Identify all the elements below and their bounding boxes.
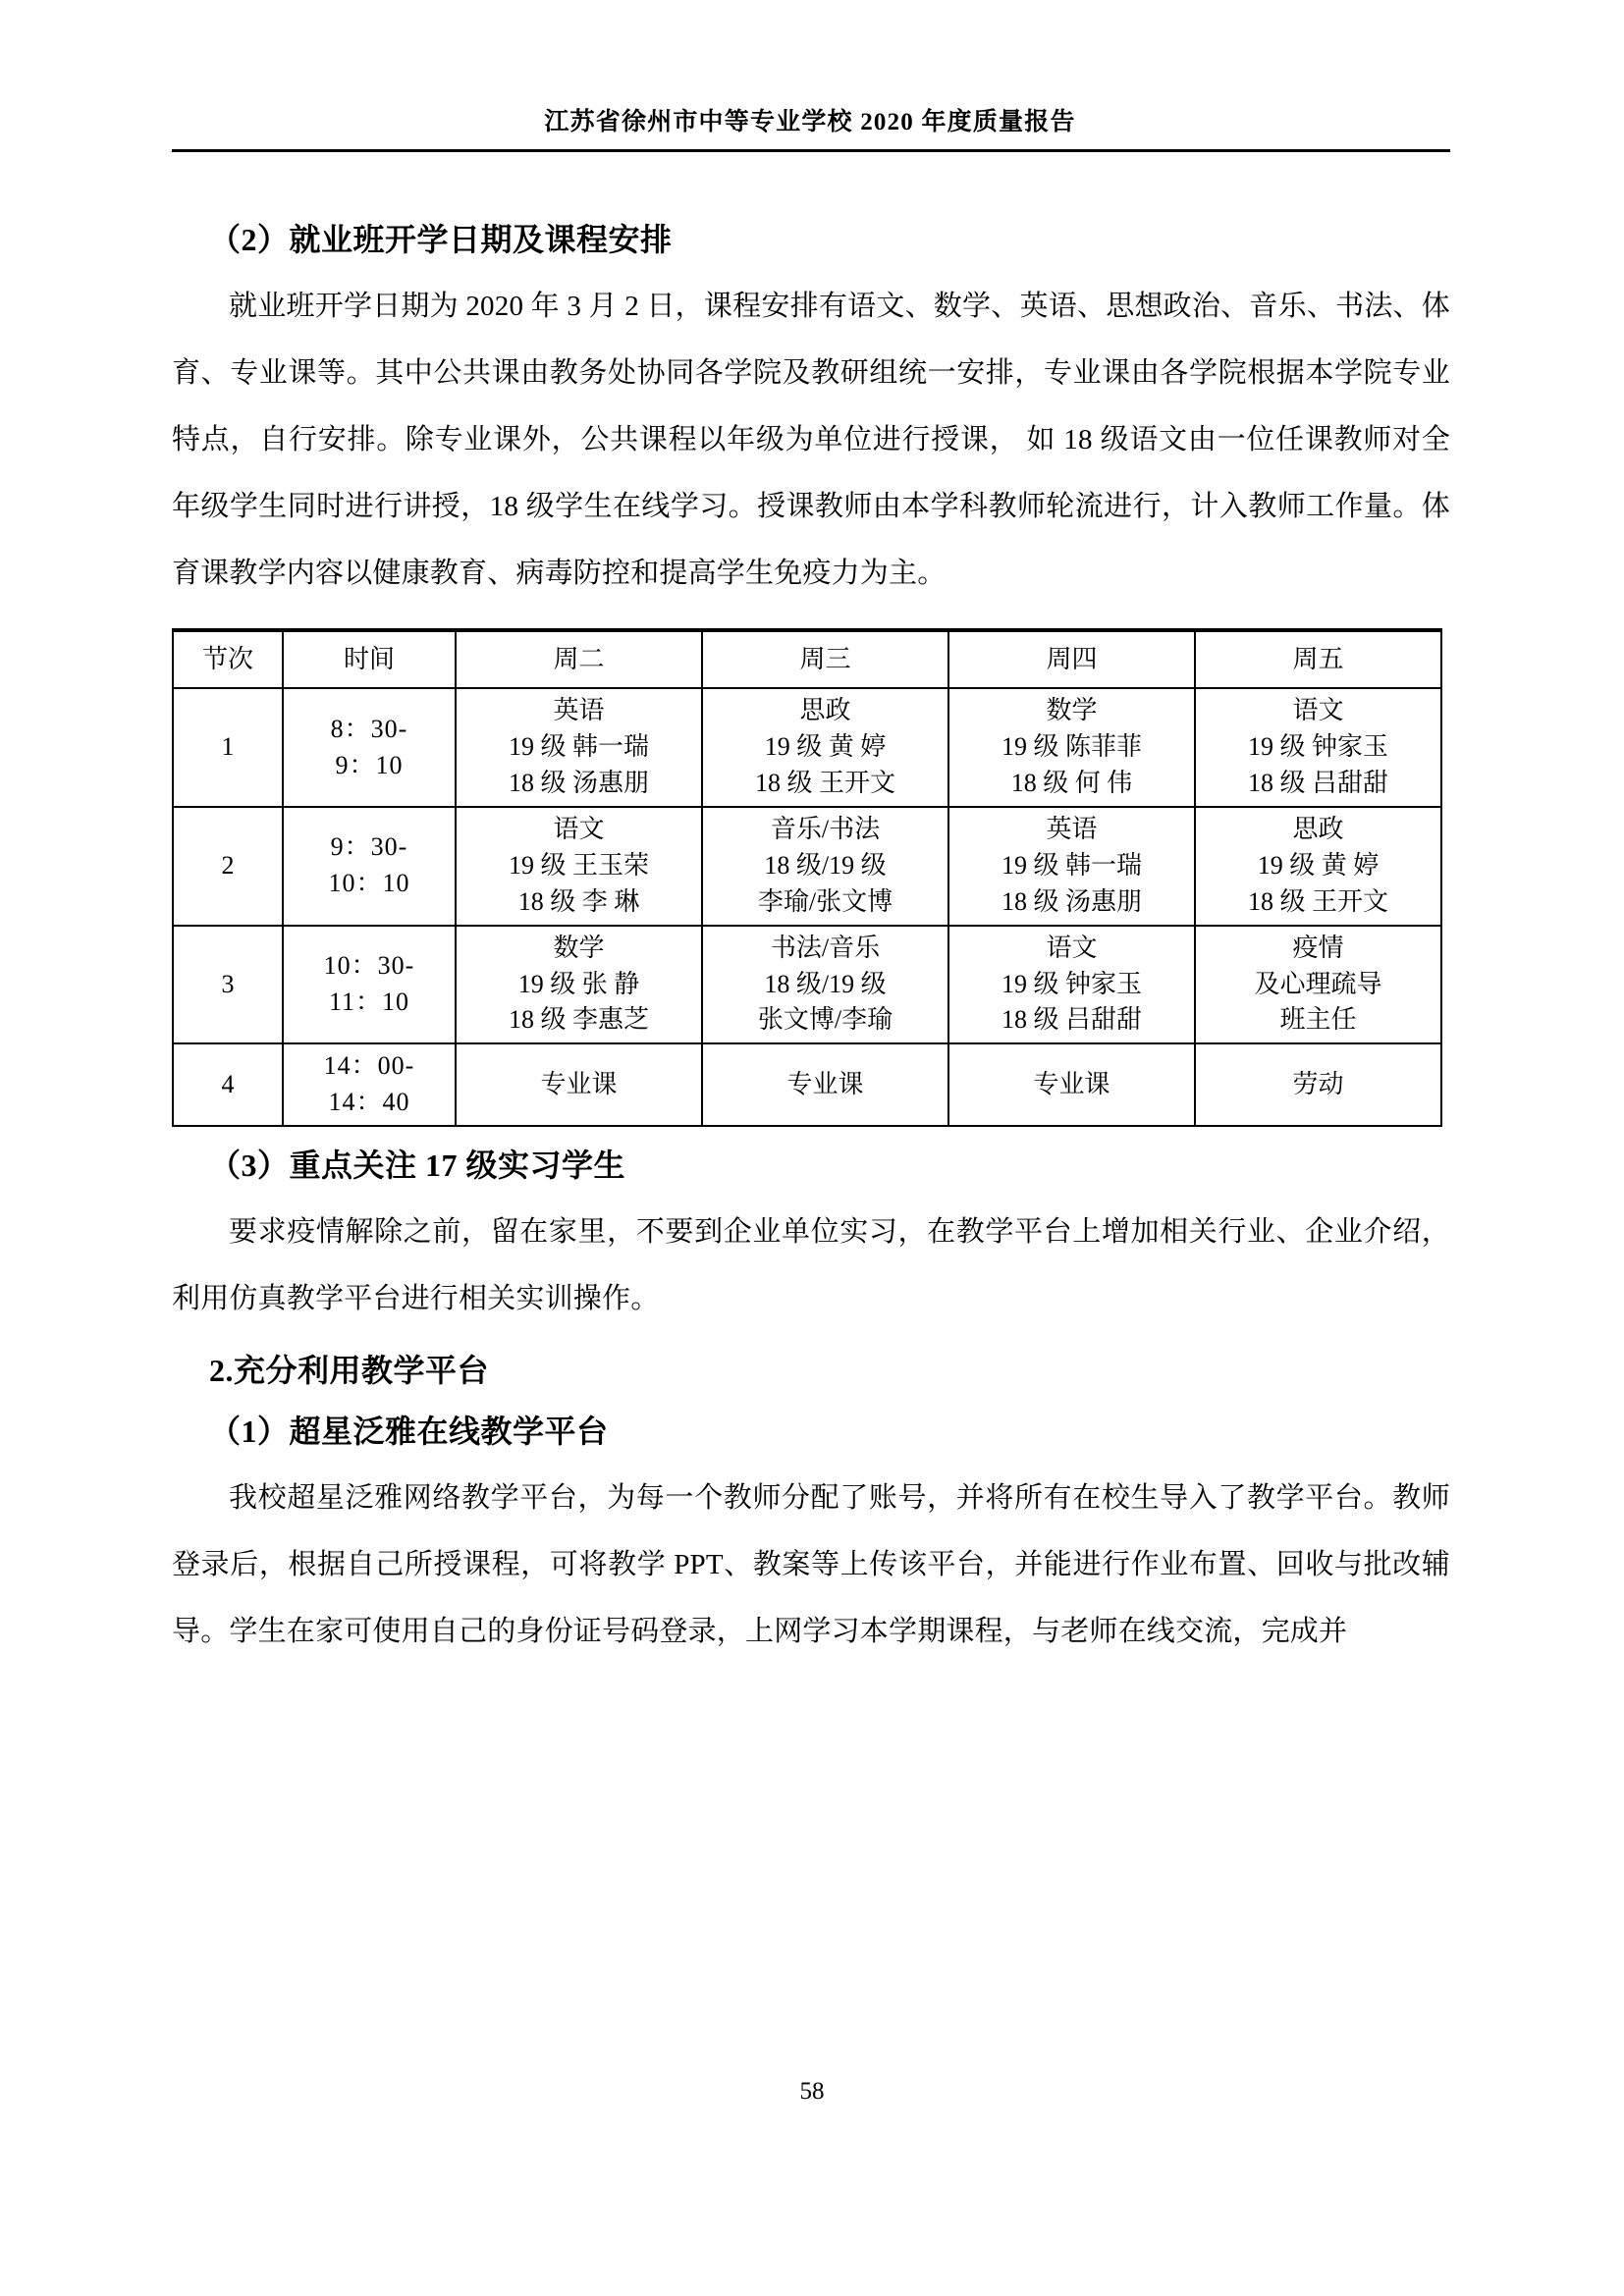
section-heading-4: 2.充分利用教学平台 [209,1353,490,1389]
course-detail: 及心理疏导 [1254,969,1382,998]
course-name: 疫情 [1292,933,1344,962]
column-header-thursday: 周四 [948,630,1195,688]
cell-period: 2 [173,807,283,926]
teacher-grade-19: 19 级 陈菲菲 [1001,732,1142,762]
column-header-friday: 周五 [1195,630,1441,688]
teacher-grade-19: 19 级 王玉荣 [508,850,649,880]
time-start: 9：30- [330,832,408,862]
teacher-grade-19: 19 级 钟家玉 [1001,969,1142,998]
cell-time [283,1043,456,1126]
teacher-grade-19: 19 级 韩一瑞 [1001,850,1142,880]
page-content [172,201,1450,1669]
time-end: 9：10 [335,750,404,779]
time-start: 8：30- [330,714,408,743]
cell-thursday: 专业课 [948,1043,1195,1126]
teacher-grade-19: 19 级 张 静 [517,969,640,998]
course-name: 音乐/书法 [770,814,881,843]
column-header-tuesday: 周二 [456,630,702,688]
teacher-grade-18: 18 级 汤惠朋 [1001,886,1142,916]
time-end: 10：10 [328,869,410,898]
course-name: 英语 [1046,814,1098,843]
course-name: 思政 [1292,814,1344,843]
section-heading-5: （1）超星泛雅在线教学平台 [209,1413,609,1449]
table-row [173,1043,1441,1126]
teacher-grade-18: 18 级 汤惠朋 [508,769,649,797]
cell-time [283,926,456,1044]
time-start: 14：00- [323,1051,415,1081]
teacher-grade-18: 李瑜/张文博 [757,886,893,916]
cell-tuesday [456,807,702,926]
cell-friday [1195,688,1441,807]
cell-period: 4 [173,1043,283,1126]
teacher-grade-18: 18 级 王开文 [754,769,895,797]
teacher-grade-19: 19 级 黄 婷 [764,732,887,762]
course-name: 语文 [1292,696,1344,725]
teacher-grade-19: 18 级/19 级 [764,850,887,880]
cell-friday: 劳动 [1195,1043,1441,1126]
paragraph-course-arrangement: 就业班开学日期为 2020 年 3 月 2 日，课程安排有语文、数学、英语、思想政治、音乐、书法、体育、专业课等。其中公共课由教务处协同各学院及教研组统一安排，专业课由各学院根据本学院专业特点，自行安排。除专业课外，公共课程以年级为单位进行授课， 如 18 级语文由一位任课教师对全年级学生同时进行讲授，18 级学生在线学习。授课教师由本学科教师轮流进行，计入教师工作量。体育课教学内容以健康教育、病毒防控和提高学生免疫力为主。 [172,291,1450,590]
paragraph-chaoxing-platform: 我校超星泛雅网络教学平台，为每一个教师分配了账号，并将所有在校生导入了教学平台。教师登录后，根据自己所授课程，可将教学 PPT、教案等上传该平台，并能进行作业布置、回收与批改辅导。学生在家可使用自己的身份证号码登录，上网学习本学期课程，与老师在线交流，完成并 [172,1481,1450,1647]
running-header [172,108,1448,137]
column-header-time: 时间 [283,630,456,688]
course-name: 书法/音乐 [770,933,881,962]
course-name: 语文 [1046,933,1098,962]
course-name: 数学 [1046,696,1098,725]
time-end: 11：10 [328,987,410,1016]
column-header-period: 节次 [173,630,283,688]
teacher-grade-18: 18 级 李 琳 [517,886,640,916]
cell-thursday [948,807,1195,926]
section-heading-2: （2）就业班开学日期及课程安排 [209,222,673,257]
page-footer [0,2079,1624,2104]
cell-friday [1195,807,1441,926]
responsible-party: 班主任 [1279,1005,1357,1035]
time-start: 10：30- [323,951,415,981]
teacher-grade-18: 18 级 何 伟 [1010,769,1133,797]
cell-wednesday [702,926,948,1044]
course-name: 思政 [799,696,851,725]
teacher-grade-18: 18 级 王开文 [1247,886,1388,916]
course-name: 数学 [553,933,605,962]
teacher-grade-18: 张文博/李瑜 [757,1005,893,1035]
class-schedule-table [172,628,1442,1127]
cell-thursday [948,926,1195,1044]
schedule-table-wrapper [172,628,1450,1127]
page-number: 58 [799,2078,825,2105]
header-divider-rule [172,149,1450,152]
time-end: 14：40 [328,1088,410,1117]
cell-period: 1 [173,688,283,807]
table-row [173,807,1441,926]
cell-time [283,688,456,807]
cell-tuesday: 专业课 [456,1043,702,1126]
teacher-grade-18: 18 级 吕甜甜 [1001,1005,1142,1035]
table-row [173,926,1441,1044]
teacher-grade-18: 18 级 吕甜甜 [1247,769,1388,797]
cell-friday [1195,926,1441,1044]
cell-thursday [948,688,1195,807]
column-header-wednesday: 周三 [702,630,948,688]
cell-tuesday [456,688,702,807]
course-name: 英语 [553,696,605,725]
cell-time [283,807,456,926]
teacher-grade-18: 18 级 李惠芝 [508,1005,649,1035]
section-heading-3: （3）重点关注 17 级实习学生 [209,1148,626,1184]
teacher-grade-19: 19 级 韩一瑞 [508,732,649,762]
cell-tuesday [456,926,702,1044]
cell-wednesday: 专业课 [702,1043,948,1126]
teacher-grade-19: 18 级/19 级 [764,969,887,998]
cell-wednesday [702,807,948,926]
teacher-grade-19: 19 级 钟家玉 [1247,732,1388,762]
table-header-row [173,630,1441,688]
paragraph-internship-students: 要求疫情解除之前，留在家里，不要到企业单位实习，在教学平台上增加相关行业、企业介绍，利用仿真教学平台进行相关实训操作。 [172,1216,1450,1315]
running-header-title: 江苏省徐州市中等专业学校 2020 年度质量报告 [544,109,1076,135]
cell-period: 3 [173,926,283,1044]
table-row [173,688,1441,807]
teacher-grade-19: 19 级 黄 婷 [1257,850,1380,880]
course-name: 语文 [553,814,605,843]
cell-wednesday [702,688,948,807]
